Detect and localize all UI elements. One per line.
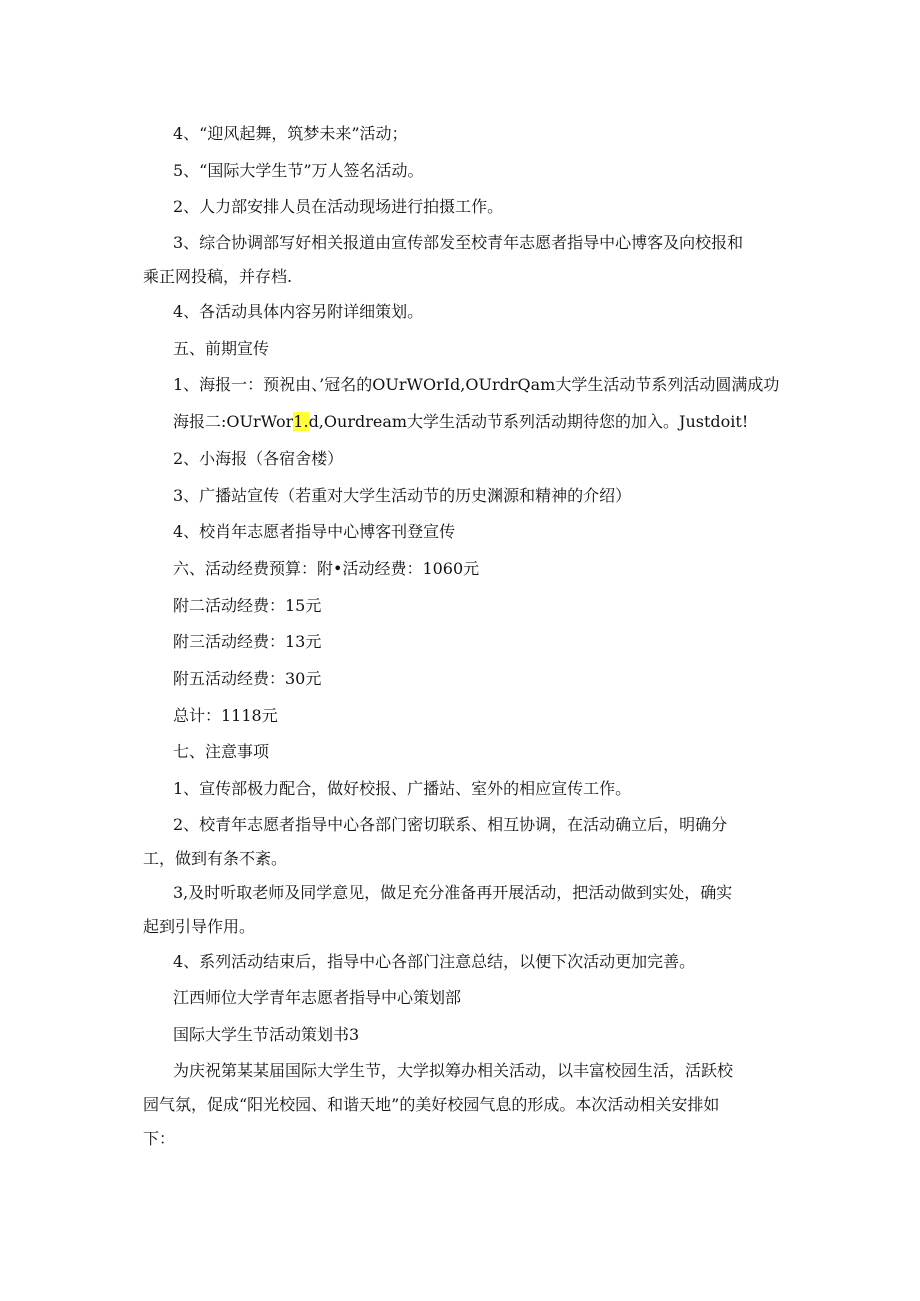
paragraph-line: 3,及时听取老师及同学意见，做足充分准备再开展活动，把活动做到实处，确实 — [173, 882, 733, 902]
budget-item: 附五活动经费：30元 — [173, 668, 322, 688]
paragraph-line-continued: 园气氛，促成“阳光校园、和谐天地”的美好校园气息的形成。本次活动相关安排如 — [143, 1094, 720, 1114]
section-heading: 六、活动经费预算：附•活动经费：1060元 — [173, 558, 480, 578]
list-item: 5、“国际大学生节”万人签名活动。 — [173, 160, 424, 180]
list-item: 4、校肖年志愿者指导中心博客刊登宣传 — [173, 522, 456, 542]
list-item: 2、小海报（各宿舍楼） — [173, 448, 344, 468]
paragraph-line-continued: 下： — [143, 1128, 176, 1148]
list-item: 4、“迎风起舞，筑梦未来”活动； — [173, 124, 408, 143]
section-heading: 五、前期宣传 — [173, 338, 270, 358]
paragraph-line-continued: 工，做到有条不紊。 — [143, 848, 288, 868]
paragraph-line: 3、综合协调部写好相关报道由宣传部发至校青年志愿者指导中心博客及向校报和 — [173, 233, 744, 253]
poster-two-text-after: d,Ourdream大学生活动节系列活动期待您的加入。Justdoit! — [308, 412, 749, 432]
paragraph-line-continued: 乘正网投稿，并存档. — [143, 267, 293, 287]
paragraph-line: 2、校青年志愿者指导中心各部门密切联系、相互协调，在活动确立后，明确分 — [173, 814, 728, 834]
poster-two-text-before: 海报二:OUrWor — [173, 412, 294, 432]
list-item: 3、广播站宣传（若重对大学生活动节的历史渊源和精神的介绍） — [173, 485, 632, 505]
highlighted-text: 1. — [293, 412, 309, 432]
document-body — [143, 116, 783, 1156]
list-item: 2、人力部安排人员在活动现场进行拍摄工作。 — [173, 197, 504, 217]
paragraph-line: 为庆祝第某某届国际大学生节，大学拟筹办相关活动，以丰富校园生活，活跃校 — [173, 1060, 734, 1080]
list-item: 1、海报一：预祝由、’冠名的OUrWOrId,OUrdrQam大学生活动节系列活动圆满成功 — [173, 375, 780, 395]
paragraph-line-continued: 起到引导作用。 — [143, 916, 256, 936]
list-item: 4、系列活动结束后，指导中心各部门注意总结，以便下次活动更加完善。 — [173, 951, 696, 971]
budget-item: 附二活动经费：15元 — [173, 595, 322, 615]
budget-total: 总计：1118元 — [173, 705, 278, 725]
section-heading: 七、注意事项 — [173, 742, 270, 762]
poster-two-line — [143, 404, 783, 441]
signature-line: 江西师位大学青年志愿者指导中心策划部 — [173, 988, 462, 1008]
list-item: 1、宣传部极力配合，做好校报、广播站、室外的相应宣传工作。 — [173, 779, 632, 798]
document-title: 国际大学生节活动策划书3 — [173, 1025, 360, 1045]
list-item: 4、各活动具体内容另附详细策划。 — [173, 302, 424, 322]
budget-item: 附三活动经费：13元 — [173, 632, 322, 652]
